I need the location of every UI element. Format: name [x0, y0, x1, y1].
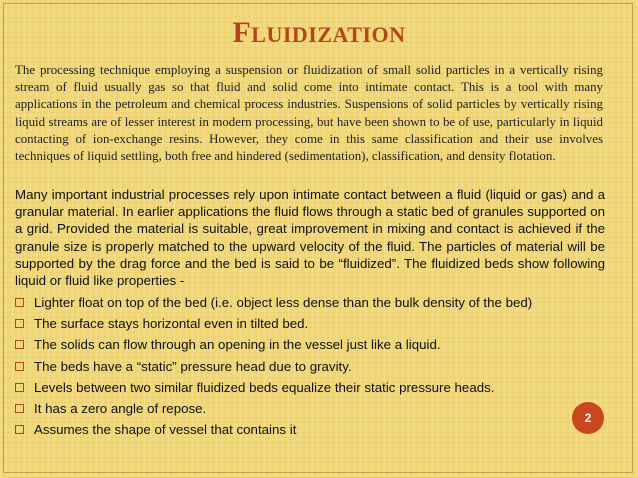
list-item-text: Lighter float on top of the bed (i.e. object less dense than the bulk density of the bed) [34, 295, 533, 310]
list-item [15, 313, 605, 334]
hollow-square-bullet-icon [15, 383, 24, 392]
hollow-square-bullet-icon [15, 340, 24, 349]
list-item-text: The solids can flow through an opening in the vessel just like a liquid. [34, 337, 441, 353]
hollow-square-bullet-icon [15, 319, 24, 328]
hollow-square-bullet-icon [15, 425, 24, 434]
hollow-square-bullet-icon [15, 362, 24, 371]
slide-title [0, 16, 638, 50]
intro-paragraph: The processing technique employing a suspension or fluidization of small solid particles in a vertically rising stream of fluid usually gas so that fluid and solid come into intimate contact. This is a tool with many applications in the petroleum and chemical process industries. Suspensions of solid particles by vertically rising liquid streams are of lesser interest in modern processing, but have been shown to be of use, particularly in liquid contacting of ion-exchange resins. However, they come in this same classification and their use involves techniques of liquid settling, both free and hindered (sedimentation), classification, and density flotation. [15, 63, 603, 164]
title-rest: LUIDIZATION [251, 22, 406, 47]
list-item [15, 419, 605, 440]
list-item-text: It has a zero angle of repose. [34, 400, 207, 416]
list-item-text: Levels between two similar fluidized beds equalize their static pressure heads. [34, 379, 495, 395]
list-item-text: Assumes the shape of vessel that contains it [34, 422, 297, 438]
hollow-square-bullet-icon [15, 404, 24, 413]
page-number-badge: 2 [572, 402, 604, 434]
list-item [15, 334, 605, 355]
list-item [15, 377, 605, 398]
hollow-square-bullet-icon [15, 298, 24, 307]
list-item-text: The surface stays horizontal even in tilted bed. [34, 316, 309, 332]
process-paragraph: Many important industrial processes rely upon intimate contact between a fluid (liquid or gas) and a granular material. In earlier applications the fluid flows through a static bed of granules supported on a grid. Provided the material is suitable, great improvement in mixing and contact is achieved if the granule size is properly matched to the upward velocity of the fluid. The particles of material will be supported by the drag force and the bed is said to be “fluidized”. The fluidized beds show following liquid or fluid like properties - [15, 187, 605, 289]
list-item [15, 398, 605, 419]
title-initial: F [232, 16, 252, 49]
properties-list [15, 292, 605, 440]
list-item-text: The beds have a “static” pressure head due to gravity. [34, 358, 352, 374]
list-item [15, 292, 605, 313]
list-item [15, 356, 605, 377]
